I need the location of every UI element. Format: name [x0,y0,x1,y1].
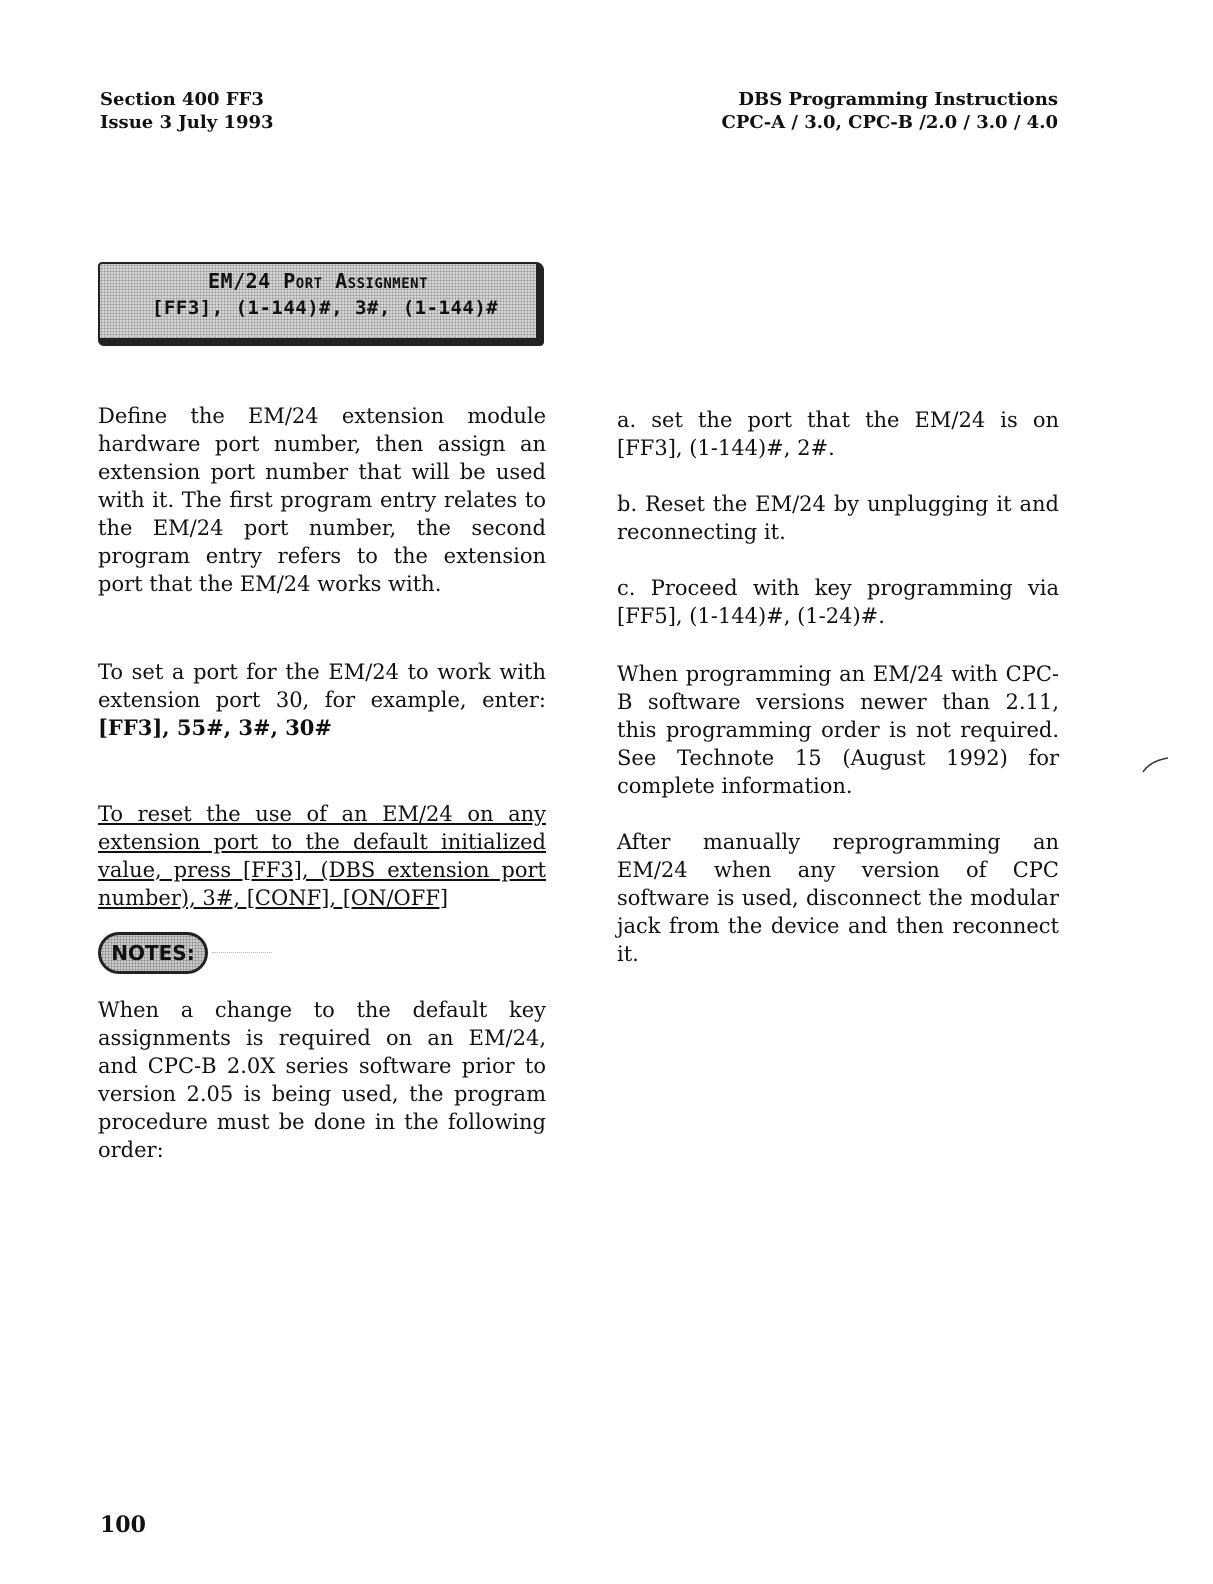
margin-pencil-mark [1140,755,1180,775]
example-code: [FF3], 55#, 3#, 30# [98,715,333,740]
notes-label: NOTES: [111,941,195,965]
notes-paragraph: When a change to the default key assignments is required on an EM/24, and CPC-B 2.0X series software prior to version 2.05 is being used, the program procedure must be done in the following order: [98,998,546,1162]
header-right [722,88,1058,134]
version-line: CPC-A / 3.0, CPC-B /2.0 / 3.0 / 4.0 [721,112,1058,133]
step-b: b. Reset the EM/24 by unplugging it and reconnecting it. [617,492,1059,544]
example-paragraph [98,658,546,742]
document-title: DBS Programming Instructions [738,89,1058,110]
notes-badge [98,932,208,974]
notes-divider [212,952,272,953]
feature-title-box [98,262,544,346]
feature-command: [FF3], (1-144)#, 3#, (1-144)# [152,297,499,319]
page-number: 100 [100,1512,146,1538]
section-label: Section 400 FF3 [100,89,264,110]
example-text: To set a port for the EM/24 to work with extension port 30, for example, enter: [98,660,546,712]
feature-title: EM/24 Port Assignment [207,269,428,293]
reprogramming-paragraph: After manually reprogramming an EM/24 when any version of CPC software is used, disconnect the modular jack from the device and then reconnect it. [617,830,1059,966]
reset-paragraph: To reset the use of an EM/24 on any extension port to the default initialized value, press [FF3], (DBS extension port number), 3#, [CONF], [ON/OFF] [98,802,546,910]
intro-paragraph: Define the EM/24 extension module hardware port number, then assign an extension port number that will be used with it. The first program entry relates to the EM/24 port number, the second program entry refers to the extension port that the EM/24 works with. [98,404,546,596]
step-c: c. Proceed with key programming via [FF5], (1-144)#, (1-24)#. [617,576,1059,628]
step-a: a. set the port that the EM/24 is on [FF3], (1-144)#, 2#. [617,408,1059,460]
header-left [100,88,274,134]
version-note-paragraph: When programming an EM/24 with CPC-B software versions newer than 2.11, this programming order is not required. See Technote 15 (August 1992) for complete information. [617,662,1059,798]
issue-date: Issue 3 July 1993 [100,112,274,133]
